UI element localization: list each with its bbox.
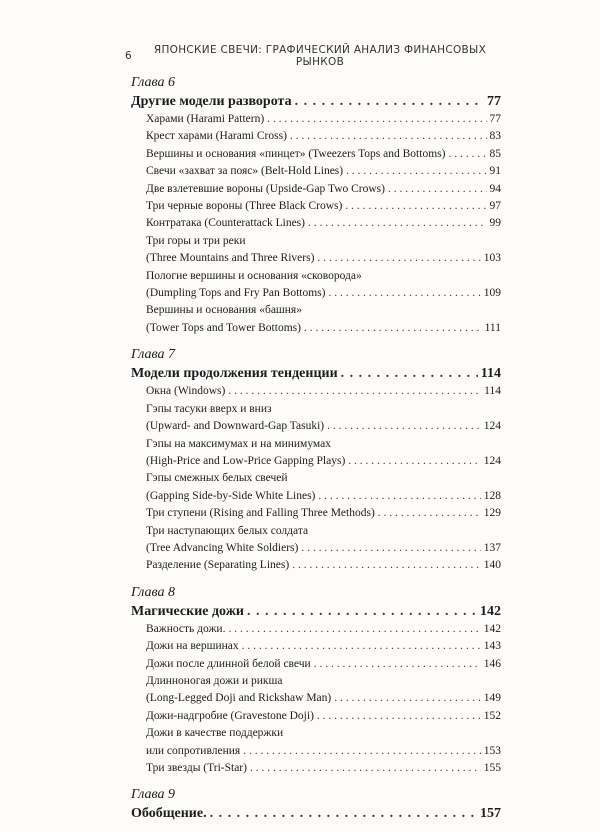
toc-entry-title: Крест харами (Harami Cross) bbox=[146, 130, 287, 143]
chapter-section bbox=[131, 346, 501, 574]
dot-leader bbox=[317, 708, 481, 725]
toc-page-number: 124 bbox=[483, 454, 501, 467]
toc-entry[interactable] bbox=[131, 146, 501, 163]
toc-entry-title: (Tower Tops and Tower Bottoms) bbox=[146, 321, 301, 334]
dot-leader bbox=[304, 320, 482, 337]
toc-page-number: 129 bbox=[483, 507, 501, 520]
chapter-section bbox=[131, 74, 501, 337]
toc-entry-line: Гэпы смежных белых свечей bbox=[146, 472, 288, 485]
dot-leader bbox=[210, 805, 477, 823]
chapter-title: Магические дожи bbox=[131, 603, 244, 619]
toc-page-number: 149 bbox=[483, 692, 501, 705]
toc-page-number: 114 bbox=[484, 385, 501, 398]
toc-entry-title: Свечи «захват за пояс» (Belt-Hold Lines) bbox=[146, 165, 344, 178]
toc-entry[interactable] bbox=[131, 285, 501, 302]
toc-page-number: 143 bbox=[483, 640, 501, 653]
dot-leader bbox=[317, 250, 480, 267]
toc-entry-title: (Long-Legged Doji and Rickshaw Man) bbox=[146, 692, 332, 705]
toc-entry[interactable] bbox=[131, 198, 501, 215]
toc-entry[interactable] bbox=[131, 621, 501, 638]
toc-page-number: 83 bbox=[489, 130, 501, 143]
toc-page-number: 140 bbox=[483, 559, 501, 572]
toc-entry-title: (Dumpling Tops and Fry Pan Bottoms) bbox=[146, 287, 326, 300]
toc-entry-line: Гэпы на максимумах и на минимумах bbox=[146, 437, 331, 450]
toc-entry[interactable] bbox=[131, 250, 501, 267]
chapter-title: Модели продолжения тенденции bbox=[131, 366, 338, 382]
toc-entry-title: Две взлетевшие вороны (Upside-Gap Two Crows) bbox=[146, 182, 385, 195]
toc-page-number: 152 bbox=[483, 709, 501, 722]
toc-entry[interactable] bbox=[131, 557, 501, 574]
dot-leader bbox=[290, 128, 487, 145]
toc-entry[interactable] bbox=[131, 418, 501, 435]
dot-leader bbox=[250, 760, 481, 777]
dot-leader bbox=[243, 743, 481, 760]
toc-entry[interactable] bbox=[131, 128, 501, 145]
toc-page-number: 77 bbox=[489, 113, 501, 125]
toc-entry-title: (Three Mountains and Three Rivers) bbox=[146, 252, 315, 265]
chapter-page-number: 77 bbox=[487, 94, 501, 109]
dot-leader bbox=[318, 488, 480, 505]
chapter-section bbox=[131, 584, 501, 778]
toc-page-number: 153 bbox=[483, 744, 501, 757]
toc-entry-line: Три горы и три реки bbox=[146, 234, 246, 247]
toc-entry-title: Вершины и основания «пинцет» (Tweezers Tops and Bottoms) bbox=[146, 147, 446, 160]
toc-entry-line: Вершины и основания «башня» bbox=[146, 304, 302, 317]
toc-entry[interactable] bbox=[131, 181, 501, 198]
chapter-page-number: 142 bbox=[480, 603, 501, 619]
toc-entry-title: Контратака (Counterattack Lines) bbox=[146, 217, 305, 230]
dot-leader bbox=[378, 505, 481, 522]
toc-page-number: 155 bbox=[483, 762, 501, 774]
dot-leader bbox=[327, 418, 481, 435]
chapter-title: Обобщение. bbox=[131, 806, 207, 822]
toc-entry-title: (High-Price and Low-Price Gapping Plays) bbox=[146, 454, 346, 467]
dot-leader bbox=[334, 690, 481, 707]
toc-page-number: 99 bbox=[489, 217, 501, 230]
toc-entry[interactable] bbox=[131, 690, 501, 707]
chapter-page-number: 114 bbox=[480, 366, 501, 382]
dot-leader bbox=[292, 557, 481, 574]
dot-leader bbox=[314, 656, 481, 673]
chapter-section bbox=[131, 786, 501, 823]
toc-page-number: 91 bbox=[489, 165, 501, 178]
toc-entry-title: Дожи после длинной белой свечи bbox=[146, 657, 311, 670]
toc-entry-title: Дожи на вершинах bbox=[146, 640, 239, 653]
running-header bbox=[125, 44, 495, 68]
page-number: 6 bbox=[125, 50, 132, 62]
toc-entry-title: Разделение (Separating Lines) bbox=[146, 559, 290, 572]
chapter-title-entry[interactable] bbox=[131, 365, 501, 383]
toc-page-number: 137 bbox=[483, 541, 501, 554]
toc-page-number: 97 bbox=[489, 200, 501, 213]
toc-entry[interactable] bbox=[131, 505, 501, 522]
toc-page-number: 111 bbox=[484, 321, 501, 334]
toc-entry[interactable] bbox=[131, 743, 501, 760]
chapter-label: Глава 8 bbox=[131, 584, 175, 600]
toc-entry-title: Окна (Windows) bbox=[146, 385, 226, 398]
toc-entry-line: Три наступающих белых солдата bbox=[146, 524, 309, 537]
dot-leader bbox=[295, 93, 484, 111]
running-title: ЯПОНСКИЕ СВЕЧИ: ГРАФИЧЕСКИЙ АНАЛИЗ ФИНАНСОВЫХ РЫНКОВ bbox=[153, 44, 487, 68]
dot-leader bbox=[328, 285, 480, 302]
toc-entry-title: (Upward- and Downward-Gap Tasuki) bbox=[146, 420, 325, 433]
toc-entry-line: Дожи в качестве поддержки bbox=[146, 727, 284, 740]
dot-leader bbox=[267, 111, 486, 128]
toc-entry[interactable] bbox=[131, 111, 501, 128]
dot-leader bbox=[228, 383, 481, 400]
chapter-title: Другие модели разворота bbox=[131, 94, 292, 109]
toc-page-number: 124 bbox=[483, 420, 501, 433]
toc-page-number: 94 bbox=[489, 182, 501, 195]
dot-leader bbox=[388, 181, 487, 198]
toc-entry-title: (Tree Advancing White Soldiers) bbox=[146, 541, 299, 554]
toc-entry-title: (Gapping Side-by-Side White Lines) bbox=[146, 489, 316, 502]
dot-leader bbox=[448, 146, 486, 163]
toc-entry[interactable] bbox=[131, 163, 501, 180]
toc-page-number: 103 bbox=[483, 252, 501, 265]
toc-entry[interactable] bbox=[131, 383, 501, 400]
toc-entry[interactable] bbox=[131, 760, 501, 777]
toc-page-number: 146 bbox=[483, 657, 501, 670]
toc-entry-title: Три звезды (Tri-Star) bbox=[146, 762, 247, 774]
toc-entry[interactable] bbox=[131, 453, 501, 470]
toc-entry-title: или сопротивления bbox=[146, 744, 241, 757]
toc-page-number: 128 bbox=[483, 489, 501, 502]
toc-entry-title: Харами (Harami Pattern) bbox=[146, 113, 265, 125]
toc-entry-title: Три черные вороны (Three Black Crows) bbox=[146, 200, 343, 213]
toc-entry[interactable] bbox=[131, 638, 501, 655]
toc-entry[interactable] bbox=[131, 488, 501, 505]
toc-entry-line: Гэпы тасуки вверх и вниз bbox=[146, 402, 272, 415]
dot-leader bbox=[301, 540, 480, 557]
toc-entry-title: Важность дожи. bbox=[146, 622, 226, 635]
toc-entry-title: Дожи-надгробие (Gravestone Doji) bbox=[146, 709, 314, 722]
toc-page-number: 85 bbox=[489, 147, 501, 160]
toc-entry[interactable] bbox=[131, 656, 501, 673]
dot-leader bbox=[308, 215, 487, 232]
dot-leader bbox=[346, 163, 486, 180]
chapter-label: Глава 9 bbox=[131, 787, 175, 803]
dot-leader bbox=[247, 603, 477, 621]
dot-leader bbox=[341, 365, 478, 383]
toc-entry[interactable] bbox=[131, 320, 501, 337]
chapter-page-number: 157 bbox=[480, 806, 501, 822]
chapter-label: Глава 6 bbox=[131, 75, 175, 90]
toc-entry[interactable] bbox=[131, 540, 501, 557]
toc-entry-title: Три ступени (Rising and Falling Three Methods) bbox=[146, 507, 375, 520]
toc-entry-line: Длинноногая дожи и рикша bbox=[146, 674, 283, 687]
toc-entry[interactable] bbox=[131, 215, 501, 232]
table-of-contents bbox=[131, 74, 501, 832]
chapter-title-entry[interactable] bbox=[131, 805, 501, 823]
chapter-title-entry[interactable] bbox=[131, 93, 501, 111]
dot-leader bbox=[345, 198, 486, 215]
toc-entry-line: Пологие вершины и основания «сковорода» bbox=[146, 269, 362, 282]
dot-leader bbox=[228, 621, 480, 638]
dot-leader bbox=[242, 638, 481, 655]
toc-page-number: 142 bbox=[483, 622, 501, 635]
chapter-label: Глава 7 bbox=[131, 347, 175, 363]
toc-entry[interactable] bbox=[131, 708, 501, 725]
chapter-title-entry[interactable] bbox=[131, 603, 501, 621]
toc-page-number: 109 bbox=[483, 287, 501, 300]
dot-leader bbox=[348, 453, 480, 470]
